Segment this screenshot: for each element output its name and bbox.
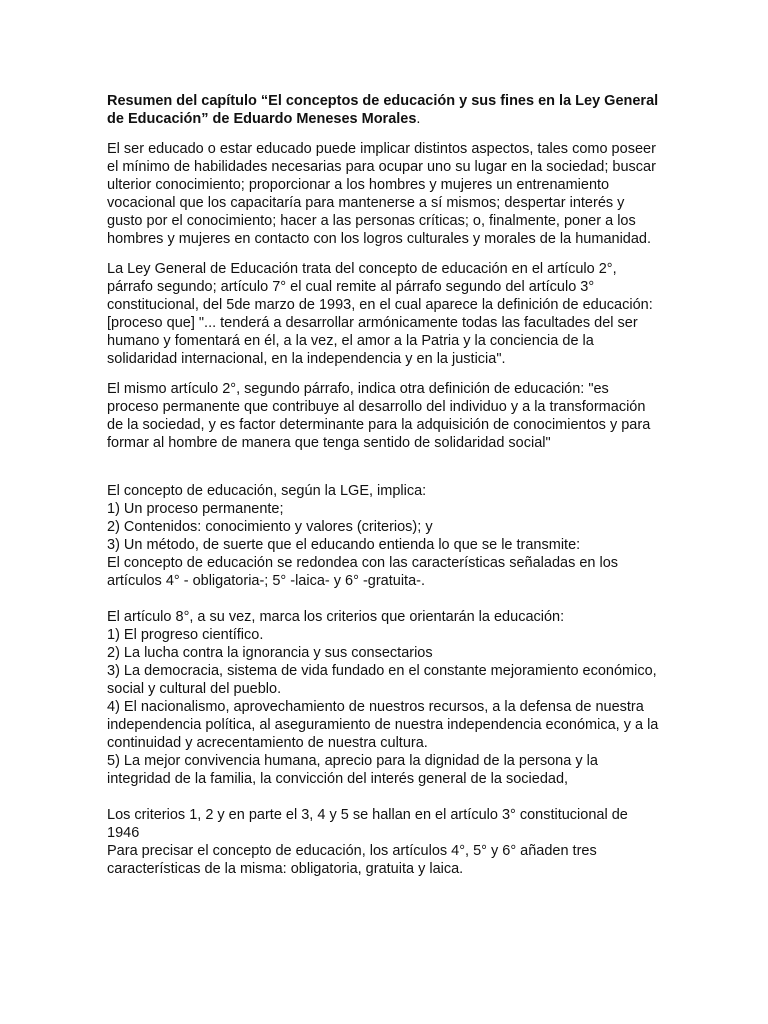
final-block [107, 806, 663, 878]
list-item: 3) Un método, de suerte que el educando entienda lo que se le transmite: [107, 537, 581, 553]
blank-line [107, 464, 663, 482]
criteria-intro: El artículo 8°, a su vez, marca los criterios que orientarán la educación: [107, 609, 565, 625]
document-title-text: Resumen del capítulo “El conceptos de educación y sus fines en la Ley General de Educación” de Eduardo Meneses Morales [107, 93, 659, 127]
paragraph-3: El mismo artículo 2°, segundo párrafo, indica otra definición de educación: "es proceso permanente que contribuye al desarrollo del individuo y a la transformación de la sociedad, y es factor determinante para la adquisición de conocimientos y para formar al hombre de manera que tenga sentido de solidaridad social" [107, 381, 651, 451]
document-title [107, 92, 663, 128]
list-item: 3) La democracia, sistema de vida fundado en el constante mejoramiento económico, social y cultural del pueblo. [107, 663, 657, 697]
concept-closing: El concepto de educación se redondea con las características señaladas en los artículos 4° - obligatoria-; 5° -laica- y 6° -gratuita-. [107, 555, 619, 589]
concept-intro: El concepto de educación, según la LGE, implica: [107, 483, 427, 499]
list-item: 2) Contenidos: conocimiento y valores (criterios); y [107, 519, 433, 535]
document-title-period: . [416, 111, 421, 127]
concept-block [107, 482, 663, 590]
list-item: 2) La lucha contra la ignorancia y sus consectarios [107, 645, 433, 661]
list-item: 5) La mejor convivencia humana, aprecio para la dignidad de la persona y la integridad de la familia, la convicción del interés general de la sociedad, [107, 753, 598, 787]
list-item: 1) Un proceso permanente; [107, 501, 284, 517]
document-page [107, 92, 663, 896]
list-item: 4) El nacionalismo, aprovechamiento de nuestros recursos, a la defensa de nuestra independencia política, al aseguramiento de nuestra independencia económica, y a la continuidad y acrecentamiento de nuestra cultura. [107, 699, 659, 751]
final-line-criteria: Los criterios 1, 2 y en parte el 3, 4 y 5 se hallan en el artículo 3° constitucional de 1946 [107, 807, 628, 841]
list-item: 1) El progreso científico. [107, 627, 264, 643]
paragraph-1: El ser educado o estar educado puede implicar distintos aspectos, tales como poseer el mínimo de habilidades necesarias para ocupar uno su lugar en la sociedad; buscar ulterior conocimiento; proporcionar a los hombres y mujeres un entrenamiento vocacional que los capacitaría para mantenerse a sí mismos; despertar interés y gusto por el conocimiento; hacer a las personas críticas; o, finalmente, poner a los hombres y mujeres en contacto con los logros culturales y morales de la humanidad. [107, 141, 656, 247]
final-line-characteristics: Para precisar el concepto de educación, los artículos 4°, 5° y 6° añaden tres características de la misma: obligatoria, gratuita y laica. [107, 843, 597, 877]
paragraph-2: La Ley General de Educación trata del concepto de educación en el artículo 2°, párrafo segundo; artículo 7° el cual remite al párrafo segundo del artículo 3° constitucional, del 5de marzo de 1993, en el cual aparece la definición de educación: [proceso que] "... tenderá a desarrollar armónicamente todas las facultades del ser humano y fomentará en él, a la vez, el amor a la Patria y la conciencia de la solidaridad internacional, en la independencia y en la justicia". [107, 261, 653, 367]
criteria-block [107, 608, 663, 788]
